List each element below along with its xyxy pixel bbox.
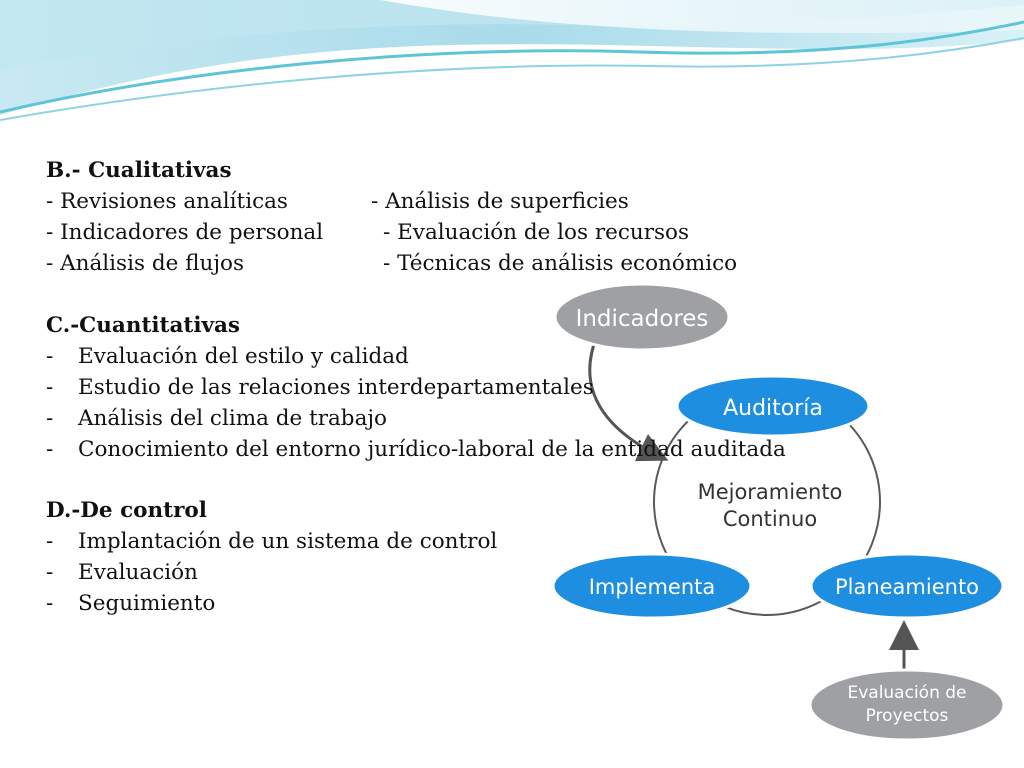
section-d-item-text: Implantación de un sistema de control — [78, 529, 498, 554]
bullet-dash: - — [46, 344, 54, 369]
indicadores-label: Indicadores — [575, 306, 709, 332]
section-d-heading: D.-De control — [46, 498, 207, 523]
continuous-improvement-diagram — [545, 280, 1024, 768]
section-b-row-left: - Indicadores de personal — [46, 220, 324, 245]
section-b-row-right: - Técnicas de análisis económico — [383, 251, 738, 276]
bullet-dash: - — [46, 591, 54, 616]
section-b-heading: B.- Cualitativas — [46, 158, 232, 183]
implementa-node — [553, 554, 751, 618]
header-wave-decoration — [0, 0, 1024, 130]
bullet-dash: - — [46, 437, 54, 462]
bullet-dash: - — [46, 529, 54, 554]
evaluacion-node — [810, 670, 1004, 740]
section-d-item — [46, 557, 198, 588]
section-b-row-right: - Evaluación de los recursos — [383, 220, 690, 245]
evaluacion-label-line2: Proyectos — [865, 706, 949, 726]
section-d-item-text: Seguimiento — [78, 591, 216, 616]
auditoria-label: Auditoría — [723, 396, 823, 421]
section-c-item — [46, 403, 387, 434]
section-d-item — [46, 526, 497, 557]
implementa-label: Implementa — [588, 575, 716, 599]
bullet-dash: - — [46, 406, 54, 431]
planeamiento-label: Planeamiento — [834, 575, 980, 599]
bullet-dash: - — [46, 375, 54, 400]
section-c-item-text: Conocimiento del entorno jurídico-laboral de la entidad auditada — [78, 437, 786, 462]
auditoria-node — [677, 376, 869, 436]
section-c-item — [46, 372, 594, 403]
bullet-dash: - — [46, 560, 54, 585]
section-d-item-text: Evaluación — [78, 560, 198, 585]
evaluacion-label-line1: Evaluación de — [847, 683, 967, 703]
section-c-item-text: Análisis del clima de trabajo — [78, 406, 387, 431]
section-c-heading: C.-Cuantitativas — [46, 313, 241, 338]
section-c-item-text: Evaluación del estilo y calidad — [78, 344, 409, 369]
center-label-line2: Continuo — [722, 507, 818, 531]
section-b-row-right: - Análisis de superficies — [371, 189, 629, 214]
section-c-item — [46, 341, 409, 372]
section-d-item — [46, 588, 215, 619]
indicadores-node — [555, 284, 729, 350]
center-label-line1: Mejoramiento — [697, 480, 843, 504]
section-c-item — [46, 434, 786, 465]
section-c-item-text: Estudio de las relaciones interdepartamentales — [78, 375, 594, 400]
section-b-row-left: - Revisiones analíticas — [46, 189, 288, 214]
section-b-row-left: - Análisis de flujos — [46, 251, 244, 276]
planeamiento-node — [811, 554, 1003, 618]
